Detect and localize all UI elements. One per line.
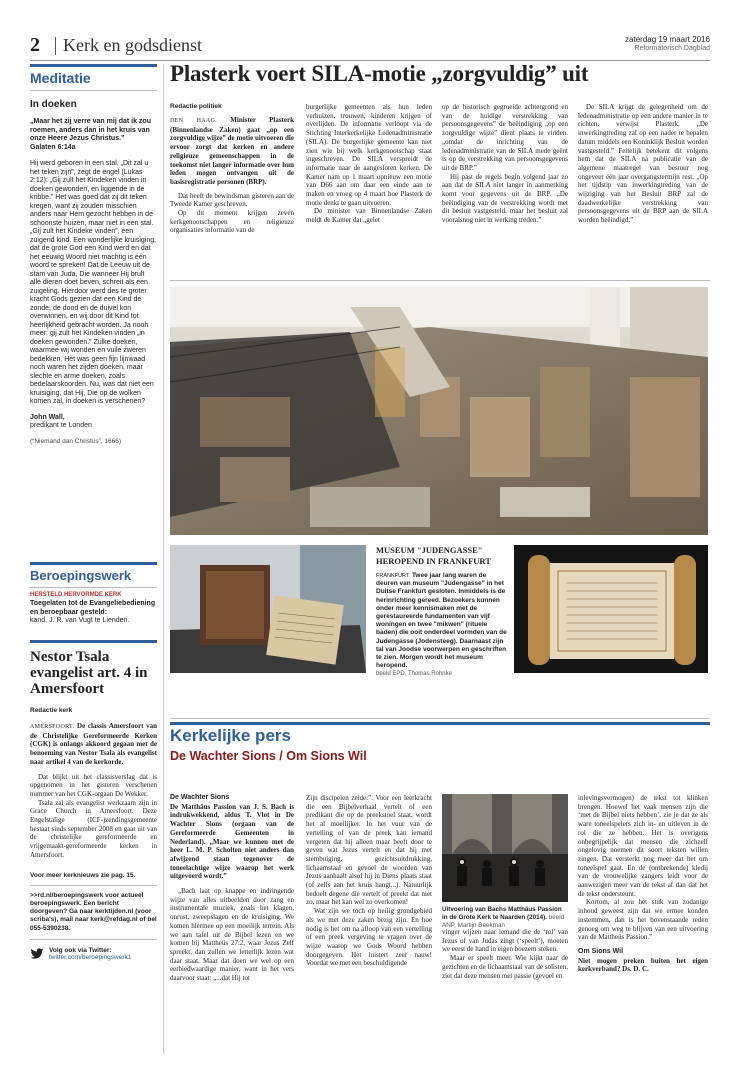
header-date: zaterdag 19 maart 2016 xyxy=(625,35,710,44)
beroepingswerk-church: HERSTELD HERVORMDE KERK xyxy=(30,592,122,598)
passion-caption-credit: beeld ANP, Martijn Beekman xyxy=(442,914,565,929)
meditatie-quote: „Maar het zij verre van mij dat ik zou roemen, anders dan in het kruis van onze Heere Jezus Christus.” xyxy=(30,118,151,142)
main-col3-p2: Hij past de regels begin volgend jaar zo aan dat de SILA niet langer in aanmerking komt voor gegevens uit de BRP. „De beëindiging van de verstrekking wordt met dit besluit vastgesteld. maar het besluit zal vooralsnog niet in werking treden.” xyxy=(442,172,568,225)
pers-col-3 xyxy=(442,928,568,980)
passion-caption xyxy=(442,906,568,930)
main-col-4 xyxy=(578,103,708,225)
pers-c3-p2: Maar er speelt meer. Wie kijkt naar de gezichten en de lichaamstaal van de solisten, ziet dat deze mensen met passie (gevoel en xyxy=(442,954,568,980)
nestor-more-link[interactable]: Voor meer kerknieuws zie pag. 15. xyxy=(30,871,136,879)
pers-c4-lead: Niet mogen preken buiten het eigen kerkverband? Ds. D. C. xyxy=(578,956,708,974)
museum-credit: beeld EPD, Thomas Rohnke xyxy=(376,671,452,678)
section-title: Kerk en godsdienst xyxy=(63,35,202,55)
pers-c1-lead: De Matthäus Passion van J. S. Bach is indrukwekkend, aldus T. Vlot in De Wachter Sions (orgaan van de Gereformeerde Gemeenten in Nederland). „Maar we kunnen met de heer L. M. P. Scholten niet anders dan afwijzend staan tegenover de toneelachtige wijze waarop het werk uitgevoerd wordt.” xyxy=(170,802,294,881)
main-col-1 xyxy=(170,116,294,235)
pers-subhead: De Wachter Sions / Om Sions Wil xyxy=(170,749,367,763)
pers-c4-p1: inlevingsvermogen) de tekst tot klinken brengen. Hoewel het vaak mensen zijn die ‘met de Bijbel niets hebben’, zie je dat ze als ware toneelspelers zich in- en uitleven in de rol die ze hebben. Het is overigens onbegrijpelijk dat mensen die zichzelf ongelovig noemen dit soort teksten willen zingen. Dat versterkt nog meer dat het om toneelspel gaat. En de (ontbrekende) kledij van de vrouwelijke zangers leidt voor de aanwezigen meer van de tekst af dan dat het de tekst ondersteunt. xyxy=(578,794,708,898)
pers-c1-p2: „Bach laat op knappe en indringende wijze van alles uitbeelden door zang en instrumentale muziek, zoals het klagen, onrust, zweepslagen en de kruisiging. We komen hiermee op een moeilijk terrein. Als we aan tafel uit de Bijbel lezen en we komen bij Mattheüs 27:2, waar Jezus Zelf spreekt, dan zullen we letterlijk lezen wat daar staat. Maar dat doen we wel op een eerbiedwaardige manier, want in het vers daarvoor staat: „...dat Hij tot xyxy=(170,887,294,983)
museum-ruins-photo xyxy=(170,287,708,535)
pers-head: Kerkelijke pers xyxy=(170,726,291,745)
museum-place: FRANKFURT. xyxy=(376,573,411,579)
beroepingswerk-line2: kand. J. R. van Vugt te Lienden. xyxy=(30,617,130,624)
main-byline: Redactie politiek xyxy=(170,103,222,110)
main-col2-p1: burgerlijke gemeenten als hun leden verhuizen, trouwen, kinderen krijgen of overlijden. De informatie verloopt via de Stichting Interkerkelijke Ledenadministratie (SILA). De burgerlijke gemeente kan niet zien wie bij welk kerkgenootschap staat ingeschreven. De SILA verspreidt de informatie naar de aangesloten kerken. De Kamer nam op 1 maart opnieuw een motie van D66 aan om daar een einde aan te maken en vroeg op 4 maart hoe Plasterk de motie denkt te gaan uitvoeren. xyxy=(306,103,432,207)
beroepingswerk-line1: Toegelaten tot de Evangeliebediening en beroepbaar gesteld: xyxy=(30,600,156,616)
main-col3-p1: op de historisch gegroeide achtergrond en van de huidige verstrekking van persoonsgegevens” de beëindiging „op een zorgvuldige wijze” dient plaats te vinden. „omdat de inrichting van de ledenadministratie van de SILA mede geënt is op de verstrekking van persoonsgegevens uit de BRP.” xyxy=(442,103,568,172)
main-col-2 xyxy=(306,103,432,225)
pers-col-2 xyxy=(306,794,432,968)
main-col1-p3: Op dit moment krijgen zeven kerkgenootschappen en religieuze organisaties informatie van de xyxy=(170,209,294,235)
meditatie-body: Hij werd geboren in een stal. „Dit zal u het teken zijn”, zegt de engel (Lukas 2:12): „Gij zult het Kindeken vinden in doeken gewonden, en liggende in de kribbe.” Het was goed dat zij dit teken kregen, want zij zouden misschien anders naar Hem gezocht hebben in de schoonste huizen, maar niet in een stal. „Gij zult het Kindeke vinden”, een zuigend kind. Een wonderlijke kruisiging, dat de grote God een Kind werd en dat het eeuwig Woord niet machtig is één woord te spreken! Dat de Leeuw uit de stam van Juda, Die wanneer Hij brult alle dieren doet beven, schreit als een zuigeling. Hierdoor werd des te groter kracht Gods gezien dat een Kind de zonde, de dood en de duivel kon overwinnen, en wij door dit Kind tot heerlijkheid gebracht worden. Ja nooh meer: gij zult het Kindeken vinden „in doeken gewonden.” Zulke doeken, waarmee wij wonden en vuile zweren bedekken. Het was geen fijn lijnwaad noch waren het zijden doeken, maar slechte en arme doeken, zoals bedelaarskoorden. Nu, was dat niet een kruisiging, dat Hij, Die op de wolken komen zal, in doeken is verschenen? xyxy=(30,160,157,405)
museum-kicker: MUSEUM "JUDENGASSE" xyxy=(376,545,483,555)
pers-col-4 xyxy=(578,794,708,974)
pers-c2-p2: Wat zijn we toch op heilig grondgebied als we met deze zaken bezig zijn. En hoe nodig is het om na afloop van een vertelling of een preek vergeving te vragen over de wijze waarop we Gods Woord hebben doorgegeven. Het luistert zeer nauw! Voordat we met een beschuldigende xyxy=(306,907,432,968)
museum-book-photo xyxy=(170,545,366,673)
passion-concert-photo xyxy=(442,794,568,902)
nestor-paragraph-3: Tsala zal als evangelist werkzaam zijn in Grace Church in Amersfoort. Deze Engelstalige (ICF-)zendingsgemeente bestaat sinds september 2008 en gaat uit van de christelijke gereformeerde en vrijgemaakt-gereformeerde kerken in Amersfoort. xyxy=(30,798,157,859)
meditatie-source: (“Niemand dan Christus”, 1666) xyxy=(30,437,122,445)
pers-c1-title: De Wachter Sions xyxy=(170,794,230,801)
pers-c4-p2: Kortom, al zou het stuk van zodanige inhoud geweest zijn dat we ermee konden instemmen, dan is het bovenstaande reden genoeg om weg te blijven van een uitvoering van de Mattheüs Passion.” xyxy=(578,898,708,942)
nestor-byline: Redactie kerk xyxy=(30,707,73,714)
museum-text: Twee jaar lang waren de deuren van museum "Judengasse" in het Duitse Frankfurt gesloten. Inmiddels is de herinrichting gereed. Bezoekers kunnen onder meer kennismaken met de gerestaureerde fundamenten van vijf woningen en twee "mikwen" (rituele baden) die ooit onderdeel vormden van de Judengasse (Jodensteeg). Daarnaast zijn tal van Joodse voorwerpen en geschriften te zien. Morgen wordt het museum heropend. xyxy=(376,572,507,670)
main-col1-p2: Dat heeft de bewindsman gisteren aan de Tweede Kamer geschreven. xyxy=(170,191,294,209)
pers-col-1 xyxy=(170,794,294,983)
museum-kicker-2: HEROPEND IN FRANKFURT xyxy=(376,556,491,566)
pers-c3-p1: vinger wijzen naar iemand die de ‘rol’ van Jezus of van Judas zingt (‘speelt’), moeten we eerst de hand in eigen boezem steken. xyxy=(442,928,568,954)
passion-caption-text: Uitvoering van Bachs Matthäus Passion in de Grote Kerk te Naarden (2014). xyxy=(442,906,562,921)
twitter-link[interactable]: twitter.com/beroepingswerk1 xyxy=(49,954,132,962)
twitter-bird-icon xyxy=(30,948,44,960)
nestor-headline: Nestor Tsala evangelist art. 4 in Amersfoort xyxy=(30,649,148,697)
nestor-article xyxy=(30,640,157,961)
nestor-lead: De classis Amersfoort van de Christelijke Gereformeerde Kerken (CGK) is onlangs akkoord gegaan met de benoeming van Nestor Tsala als evangelist naar artikel 4 van de kerkorde. xyxy=(30,722,158,766)
beroepingswerk-head: Beroepingswerk xyxy=(30,568,132,583)
nestor-paragraph-2: Dat blijkt uit het classisverslag dat is opgenomen in het gisteren verschenen nummer van het CGK-orgaan De Wekker. xyxy=(30,772,157,798)
meditatie-head: Meditatie xyxy=(30,70,91,86)
main-lead: Minister Plasterk (Binnenlandse Zaken) gaat „op een zorgvuldige wijze” de motie uitvoeren die ervoor zorgt dat kerken en andere religieuze gemeenschappen in de toekomst niet langer informatie over hun leden mogen ontvangen uit de basisregistratie personen (BRP). xyxy=(170,116,294,186)
nestor-rss-note[interactable]: >>rd.nl/beroepingswerk voor actueel beroepingswerk. Een bericht doorgeven? Ga naar kerktijden.nl (voor scriba's), mail naar kerk@refdag.nl of bel 055-5390238. xyxy=(30,891,157,932)
left-column xyxy=(30,64,157,446)
beroepingswerk-block xyxy=(30,562,157,626)
main-col4-p1: De SILA krijgt de gelegenheid om de ledenadministratie op een andere manier in te richten, verwijst Plasterk. „De inwerkingtreding zal op een nader te bepalen datum middels een Koninklijk Besluit worden vastgesteld.” Feitelijk betekent dit volgens hem dat de SILA na publicatie van de algemene maatregel van bestuur nog ongeveer één jaar overgangstermijn rest. „Op het tijdstip van inwerkingtreding van de wijziging van het Besluit BRP zal de daadwerkelijke verstrekking van persoonsgegevens uit de BRP aan de SILA worden beëindigd.” xyxy=(578,103,708,225)
pers-c4-title: Om Sions Wil xyxy=(578,947,624,955)
meditatie-author-role: predikant te Londen xyxy=(30,422,92,429)
pers-c2-p1: Zijn discipelen zeide:”. Voor een leerkracht die een Bijbelverhaal vertelt of een predikant die op de preekstoel staat, wordt het al moeilijker. In het vuur van de vertelling of van de preek kan iemand vergeten dat hij alleen maar beeft door te geven wat Jezus vertelt en dat hij met stembuiging, gezichtsuitdrukking, lichaamstaal en gevoel de woorden van Jezus aanhaalt alsof hij in Diens plaats staat (of zelfs aan het kruis hangt...). Natuurlijk bedoelt degene die vertelt of preekt dat niet zo, maar het kan wel zo overkomen! xyxy=(306,794,432,907)
header-divider xyxy=(55,37,56,55)
twitter-label: Volg ook via Twitter: xyxy=(49,947,112,955)
main-col-3 xyxy=(442,103,568,225)
meditatie-title: In doeken xyxy=(30,99,77,110)
museum-caption xyxy=(376,545,508,677)
page-number: 2 xyxy=(30,34,40,56)
main-place: DEN HAAG. xyxy=(170,118,217,124)
header-paper: Reformatorisch Dagblad xyxy=(634,45,710,52)
museum-scroll-photo xyxy=(514,545,708,673)
main-headline: Plasterk voert SILA-motie „zorgvuldig” uit xyxy=(170,61,589,86)
meditatie-author: John Wall, xyxy=(30,413,65,421)
main-col2-p2: De minister van Binnenlandse Zaken meldt de Kamer dat „gelet xyxy=(306,207,432,225)
nestor-place: AMERSFOORT. xyxy=(30,724,75,730)
meditatie-reference: Galaten 6:14a xyxy=(30,143,76,151)
